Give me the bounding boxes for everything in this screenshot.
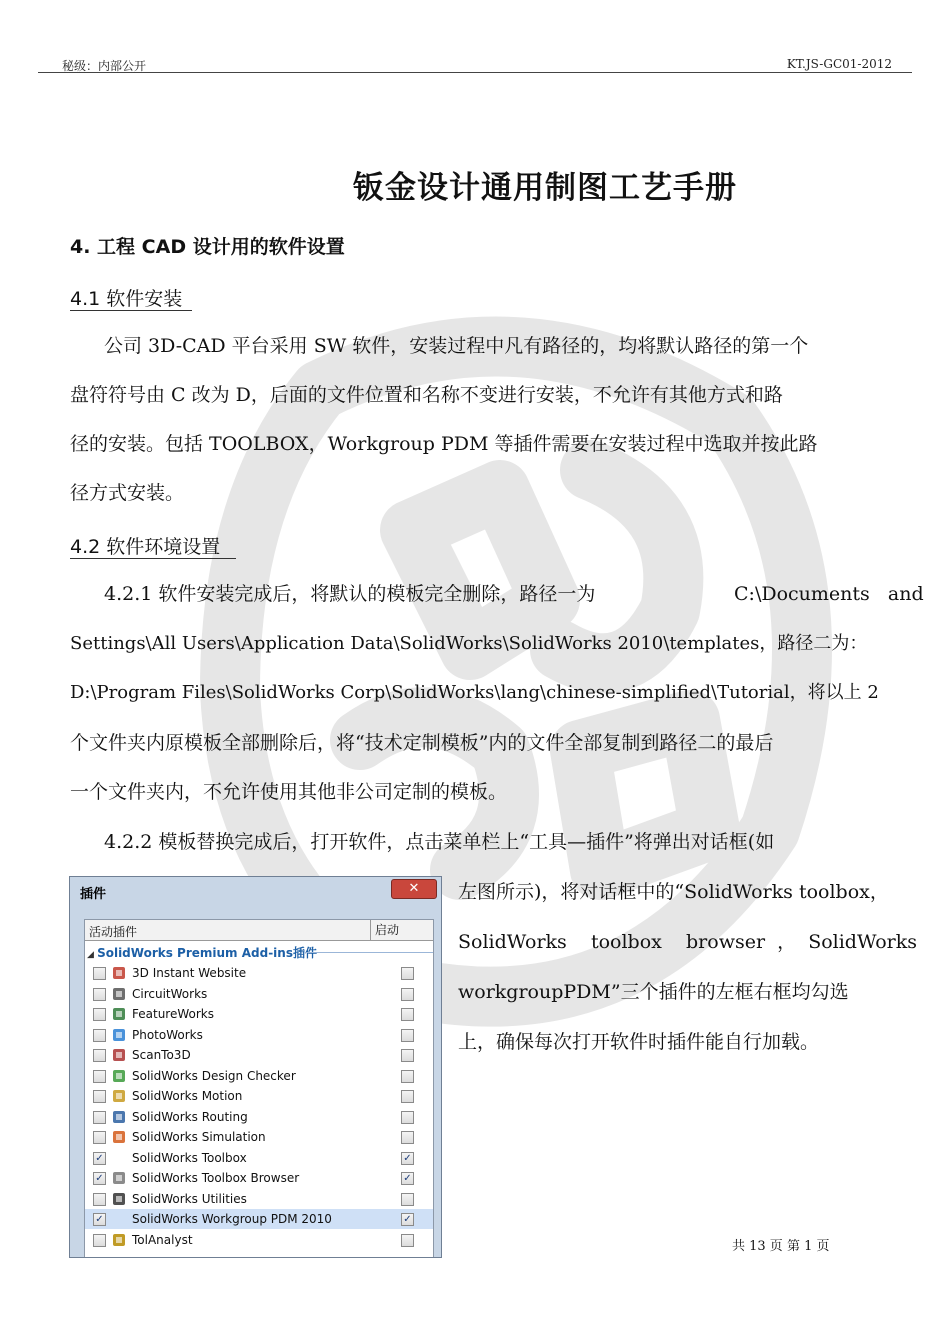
addin-active-checkbox[interactable]: ✓ bbox=[93, 1152, 106, 1165]
paragraph-line: 公司 3D-CAD 平台采用 SW 软件，安装过程中凡有路径的，均将默认路径的第一个 bbox=[104, 335, 809, 357]
addin-startup-checkbox[interactable] bbox=[401, 988, 414, 1001]
addin-row[interactable] bbox=[85, 1168, 433, 1188]
paragraph-line: 上，确保每次打开软件时插件能自行加载。 bbox=[458, 1031, 820, 1053]
addin-row[interactable] bbox=[85, 1107, 433, 1127]
subsection-heading-4-1: 4.1 软件安装 bbox=[70, 288, 183, 310]
list-header bbox=[85, 920, 433, 941]
addin-startup-checkbox[interactable] bbox=[401, 967, 414, 980]
addin-row[interactable] bbox=[85, 1025, 433, 1045]
paragraph-line: 个文件夹内原模板全部删除后，将“技术定制模板”内的文件全部复制到路径二的最后 bbox=[70, 732, 774, 754]
addin-row[interactable] bbox=[85, 1189, 433, 1209]
addin-startup-checkbox[interactable] bbox=[401, 1029, 414, 1042]
addin-active-checkbox[interactable] bbox=[93, 1008, 106, 1021]
design-checker-icon bbox=[111, 1068, 127, 1084]
addin-name: SolidWorks Workgroup PDM 2010 bbox=[132, 1212, 332, 1226]
dialog-title: 插件 bbox=[80, 887, 107, 902]
simulation-icon bbox=[111, 1129, 127, 1145]
paragraph-line: 径的安装。包括 TOOLBOX，Workgroup PDM 等插件需要在安装过程中选取并按此路 bbox=[70, 433, 818, 455]
addin-startup-checkbox[interactable] bbox=[401, 1193, 414, 1206]
group-label: SolidWorks Premium Add-ins插件 bbox=[97, 946, 317, 960]
photoworks-icon bbox=[111, 1027, 127, 1043]
heading-underline bbox=[70, 310, 192, 311]
addin-name: PhotoWorks bbox=[132, 1027, 203, 1042]
addin-active-checkbox[interactable]: ✓ bbox=[93, 1213, 106, 1226]
heading-underline bbox=[70, 558, 236, 559]
addin-name: FeatureWorks bbox=[132, 1007, 214, 1021]
addin-active-checkbox[interactable] bbox=[93, 1193, 106, 1206]
addin-active-checkbox[interactable]: ✓ bbox=[93, 1172, 106, 1185]
addin-row[interactable] bbox=[85, 1127, 433, 1147]
column-active-addins[interactable]: 活动插件 bbox=[89, 925, 138, 939]
addin-active-checkbox[interactable] bbox=[93, 1131, 106, 1144]
paragraph-line: D:\Program Files\SolidWorks Corp\SolidWorks\lang\chinese-simplified\Tutorial，将以上 2 bbox=[70, 682, 879, 703]
featureworks-icon bbox=[111, 1006, 127, 1022]
addin-name: CircuitWorks bbox=[132, 986, 208, 1001]
page-title: 钣金设计通用制图工艺手册 bbox=[353, 170, 737, 206]
addin-name: ScanTo3D bbox=[132, 1048, 191, 1062]
addin-active-checkbox[interactable] bbox=[93, 1111, 106, 1124]
column-startup[interactable]: 启动 bbox=[370, 920, 399, 940]
addin-row[interactable] bbox=[85, 1209, 433, 1229]
section-heading: 4. 工程 CAD 设计用的软件设置 bbox=[70, 236, 345, 258]
addin-active-checkbox[interactable] bbox=[93, 967, 106, 980]
group-divider bbox=[305, 952, 433, 953]
addin-row[interactable] bbox=[85, 1230, 433, 1250]
paragraph-line: C:\Documents and bbox=[734, 583, 924, 605]
collapse-triangle-icon: ◢ bbox=[87, 950, 98, 960]
group-premium-addins[interactable] bbox=[87, 944, 317, 961]
close-button[interactable]: ✕ bbox=[391, 879, 437, 899]
addin-startup-checkbox[interactable] bbox=[401, 1234, 414, 1247]
addin-row[interactable] bbox=[85, 1148, 433, 1168]
addin-name: SolidWorks Simulation bbox=[132, 1130, 266, 1144]
addin-active-checkbox[interactable] bbox=[93, 1090, 106, 1103]
addin-name: TolAnalyst bbox=[132, 1232, 193, 1247]
addin-name: SolidWorks Design Checker bbox=[132, 1068, 296, 1083]
addin-row[interactable] bbox=[85, 963, 433, 983]
paragraph-line: Settings\All Users\Application Data\SolidWorks\SolidWorks 2010\templates，路径二为： bbox=[70, 633, 868, 654]
addin-startup-checkbox[interactable] bbox=[401, 1008, 414, 1021]
paragraph-line: 4.2.2 模板替换完成后，打开软件，点击菜单栏上“工具—插件”将弹出对话框(如 bbox=[104, 831, 775, 853]
addin-row[interactable] bbox=[85, 1045, 433, 1065]
paragraph-line: workgroupPDM”三个插件的左框右框均勾选 bbox=[458, 981, 849, 1003]
addin-row[interactable] bbox=[85, 984, 433, 1004]
addins-list bbox=[84, 919, 434, 1258]
paragraph-line: 盘符符号由 C 改为 D，后面的文件位置和名称不变进行安装，不允许有其他方式和路 bbox=[70, 384, 783, 406]
subsection-heading-4-2: 4.2 软件环境设置 bbox=[70, 536, 221, 558]
addin-startup-checkbox[interactable]: ✓ bbox=[401, 1152, 414, 1165]
addin-startup-checkbox[interactable] bbox=[401, 1090, 414, 1103]
addin-name: 3D Instant Website bbox=[132, 966, 247, 980]
addin-startup-checkbox[interactable] bbox=[401, 1111, 414, 1124]
addin-name: SolidWorks Utilities bbox=[132, 1191, 247, 1206]
header-classification: 秘级：内部公开 bbox=[62, 59, 147, 73]
routing-icon bbox=[111, 1109, 127, 1125]
paragraph-line: 一个文件夹内，不允许使用其他非公司定制的模板。 bbox=[70, 781, 508, 803]
page-number: 共 13 页 第 1 页 bbox=[732, 1239, 830, 1254]
addin-active-checkbox[interactable] bbox=[93, 1049, 106, 1062]
utilities-icon bbox=[111, 1191, 127, 1207]
addin-name: SolidWorks Motion bbox=[132, 1089, 243, 1103]
addin-row[interactable] bbox=[85, 1086, 433, 1106]
addin-active-checkbox[interactable] bbox=[93, 1234, 106, 1247]
paragraph-line: SolidWorks toolbox browser ， SolidWorks bbox=[458, 931, 917, 953]
paragraph-line: 4.2.1 软件安装完成后，将默认的模板完全删除，路径一为 bbox=[104, 583, 596, 605]
scanto3d-icon bbox=[111, 1047, 127, 1063]
motion-icon bbox=[111, 1088, 127, 1104]
addin-startup-checkbox[interactable] bbox=[401, 1131, 414, 1144]
addin-name: SolidWorks Routing bbox=[132, 1109, 248, 1124]
addin-startup-checkbox[interactable] bbox=[401, 1070, 414, 1083]
addin-name: SolidWorks Toolbox Browser bbox=[132, 1171, 300, 1185]
header-divider bbox=[38, 72, 912, 73]
addin-name: SolidWorks Toolbox bbox=[132, 1150, 247, 1165]
addin-active-checkbox[interactable] bbox=[93, 988, 106, 1001]
addin-startup-checkbox[interactable] bbox=[401, 1049, 414, 1062]
addin-active-checkbox[interactable] bbox=[93, 1029, 106, 1042]
addin-startup-checkbox[interactable]: ✓ bbox=[401, 1172, 414, 1185]
paragraph-line: 左图所示)，将对话框中的“SolidWorks toolbox， bbox=[458, 881, 889, 903]
addin-row[interactable] bbox=[85, 1004, 433, 1024]
paragraph-line: 径方式安装。 bbox=[70, 482, 185, 504]
toolbox-browser-icon bbox=[111, 1170, 127, 1186]
circuitworks-icon bbox=[111, 986, 127, 1002]
header-doc-code: KT.JS-GC01-2012 bbox=[786, 57, 892, 71]
addins-dialog bbox=[69, 876, 442, 1258]
addin-startup-checkbox[interactable]: ✓ bbox=[401, 1213, 414, 1226]
addin-active-checkbox[interactable] bbox=[93, 1070, 106, 1083]
addin-row[interactable] bbox=[85, 1066, 433, 1086]
tolanalyst-icon bbox=[111, 1232, 127, 1248]
3d-website-icon bbox=[111, 965, 127, 981]
